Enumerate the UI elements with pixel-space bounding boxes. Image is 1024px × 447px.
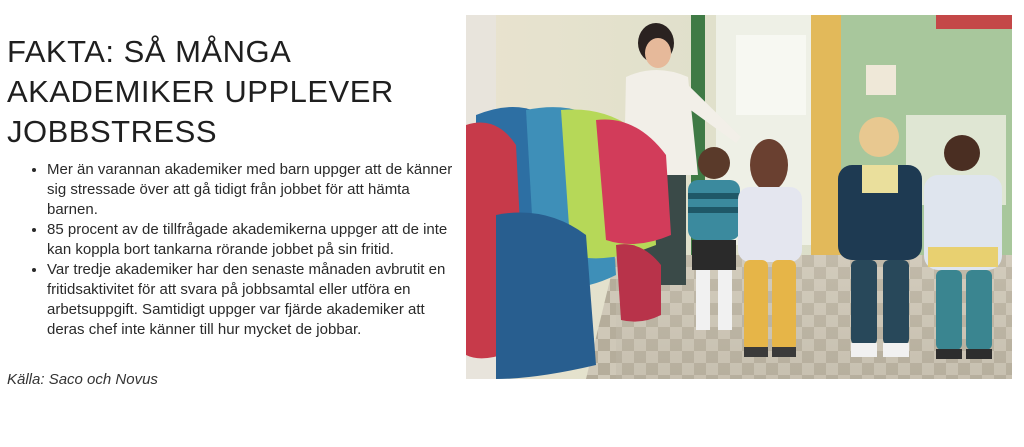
fact-item: • Var tredje akademiker har den senaste månaden avbrutit en fritidsaktivitet för att svara på jobbsamtal eller utföra en arbetsuppgift. Samtidigt uppger var fjärde akademiker att deras chef inte känner till hur mycket de jobbar. — [47, 260, 462, 340]
fact-list — [7, 160, 462, 340]
fact-item: • Mer än varannan akademiker med barn uppger att de känner sig stressade över att gå tidigt från jobbet för att hämta barnen. — [47, 160, 462, 220]
fact-box — [7, 32, 462, 340]
fact-item: • 85 procent av de tillfrågade akademikerna uppger att de inte kan koppla bort tankarna rörande jobbet på sin fritid. — [47, 220, 462, 260]
headline: FAKTA: SÅ MÅNGA AKADEMIKER UPPLEVER JOBBSTRESS — [7, 34, 394, 149]
source-credit: Källa: Saco och Novus — [7, 371, 158, 388]
kindergarten-photo — [466, 15, 1012, 379]
